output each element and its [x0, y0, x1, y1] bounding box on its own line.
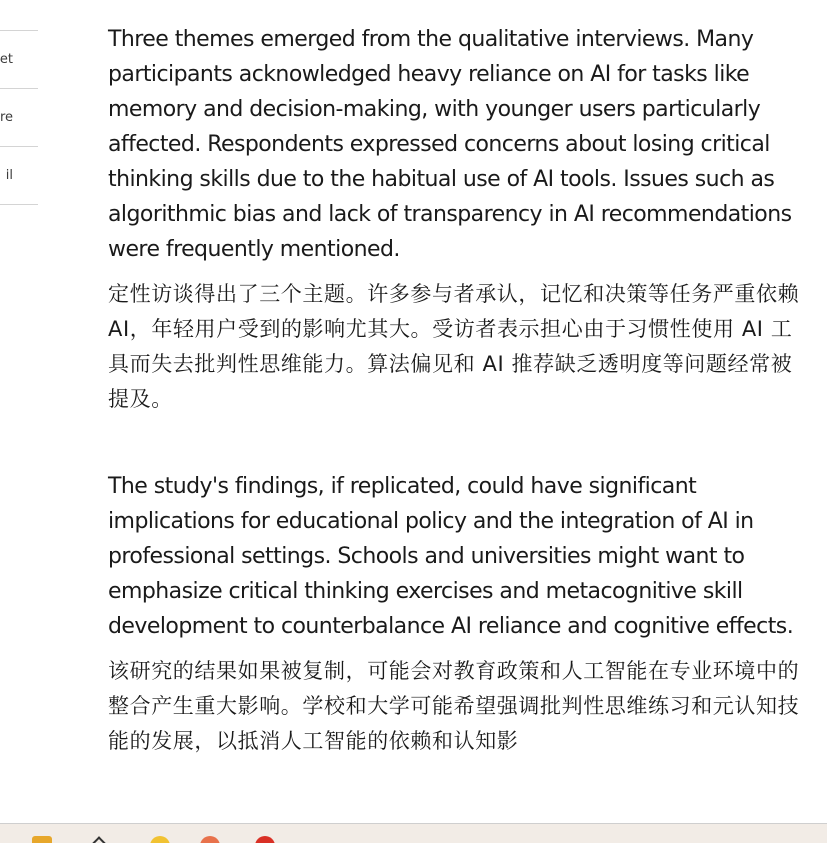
sidebar-item-3[interactable] [0, 146, 38, 204]
yellow-app-icon[interactable] [150, 836, 170, 843]
sidebar-item-1[interactable] [0, 30, 38, 88]
red-app-icon[interactable] [255, 836, 275, 843]
paragraph-english: Three themes emerged from the qualitative interviews. Many participants acknowledged heavy reliance on AI for tasks like memory and decision-making, with younger users particularly affected. Respondents expressed concerns about losing critical thinking skills due to the habitual use of AI tools. Issues such as algorithmic bias and lack of transparency in AI recommendations were frequently mentioned. [108, 27, 792, 262]
orange-app-icon[interactable] [200, 836, 220, 843]
article-content [108, 22, 808, 759]
paragraph-chinese: 该研究的结果如果被复制，可能会对教育政策和人工智能在专业环境中的整合产生重大影响。学校和大学可能希望强调批判性思维练习和元认知技能的发展，以抵消人工智能的依赖和认知影 [108, 659, 800, 753]
paragraph-english: The study's findings, if replicated, could have significant implications for educational policy and the integration of AI in professional settings. Schools and universities might want to emphasize critical thinking exercises and metacognitive skill development to counterbalance AI reliance and cognitive effects. [108, 474, 794, 639]
sidebar-item-label: re [0, 110, 13, 125]
paragraph-spacer [108, 417, 808, 469]
sidebar-divider [0, 204, 38, 206]
taskbar [0, 823, 827, 843]
sidebar-item-label: il [5, 168, 13, 183]
sidebar [0, 30, 38, 206]
folder-icon[interactable] [32, 836, 52, 843]
sidebar-item-2[interactable] [0, 88, 38, 146]
chevron-up-icon[interactable] [86, 836, 111, 843]
paragraph-chinese: 定性访谈得出了三个主题。许多参与者承认，记忆和决策等任务严重依赖 AI，年轻用户受到的影响尤其大。受访者表示担心由于习惯性使用 AI 工具而失去批判性思维能力。算法偏见和 AI 推荐缺乏透明度等问题经常被提及。 [108, 282, 800, 411]
sidebar-item-label: et [0, 52, 13, 67]
